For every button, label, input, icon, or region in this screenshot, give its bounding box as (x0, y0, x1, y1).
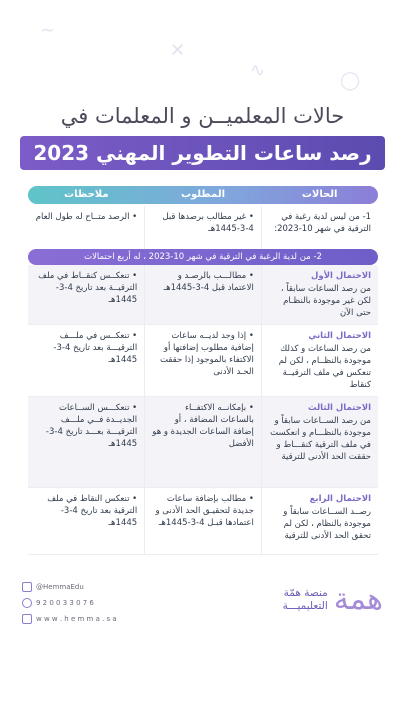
brand-name (283, 587, 328, 613)
table-probabilities (28, 265, 378, 555)
cell-notes: • الرصد متــاح له طول العام (28, 206, 145, 253)
case-text: من رصد الساعات و كذلك موجودة بالنظــام ، لكن لم تنعكس في ملف الترقيــة كنقاط (278, 344, 371, 390)
case-title: الاحتمال الثاني (308, 331, 371, 341)
table-row (28, 265, 378, 325)
case-title: الاحتمال الأول (311, 271, 371, 281)
case-text: من رصد الساعات سابقاً ، لكن غير موجودة بالنظـام حتى الآن (280, 284, 371, 318)
cell-case (261, 397, 378, 488)
contact-info (22, 582, 117, 630)
brand-line-1: منصة همّة (283, 587, 328, 599)
title-banner: رصد ساعات التطوير المهني 2023 (20, 136, 385, 170)
header-cases: الحالات (301, 189, 338, 200)
cell-case (261, 325, 378, 397)
header-notes: ملاحظات (64, 189, 109, 200)
decor-glyph: ◯ (340, 70, 361, 91)
table-row (28, 488, 378, 555)
social-row (22, 582, 117, 592)
title-line-1: حالات المعلميــن و المعلمات في (60, 104, 345, 128)
cell-notes: • تنعكــس في ملـــف الترقيـــة بعد تاريخ 4-3-1445هـ (28, 325, 145, 397)
cell-notes: • تنعكس النقاط في ملف الترقية بعد تاريخ 4-3-1445هـ (28, 488, 145, 555)
logo-mark-icon: همة (333, 582, 383, 617)
website-link[interactable]: w w w . h e m m a . s a (36, 615, 117, 623)
cell-case: 1- من ليس لدية رغبة في الترقية في شهر 10-2023: (261, 206, 378, 253)
website-row (22, 614, 117, 624)
cell-case (261, 488, 378, 555)
social-icons (22, 582, 32, 592)
cell-required: • مطالـــب بالرصـد و الاعتماد قبل 4-3-1445هـ (145, 265, 262, 325)
cell-required: • بإمكانــه الاكتفــاء بالساعات المضافة ، أو إضافة الساعات الجديدة و هو الأفضل (145, 397, 262, 488)
phone-number[interactable]: 9 2 0 0 3 3 0 7 6 (36, 599, 94, 607)
table-first-case (28, 206, 378, 253)
header-required: المطلوب (180, 189, 225, 200)
cell-required: • غير مطالب برصدها قبل 4-3-1445هـ (145, 206, 262, 253)
decor-glyph: ∿ (250, 60, 266, 81)
phone-row (22, 598, 117, 608)
table-row (28, 397, 378, 488)
cell-notes: • تنعكـــس الســاعات الجديــدة فــي ملـــف الترقيـــة بعـــد تاريخ 4-3-1445هـ (28, 397, 145, 488)
table-row (28, 325, 378, 397)
cell-case (261, 265, 378, 325)
case-title: الاحتمال الرابع (309, 494, 371, 504)
section-2-banner: 2- من لدية الرغبة في الترقية في شهر 10-2023 ، له أربع احتمالات (28, 249, 378, 265)
cell-required: • مطالب بإضافة ساعات جديدة لتحقيـق الحد الأدنى و اعتمادها قبـل 4-3-1445هـ (145, 488, 262, 555)
social-handle[interactable]: @HemmaEdu (36, 583, 84, 591)
brand-logo (282, 582, 383, 617)
brand-line-2: التعليميـــة (282, 600, 328, 612)
case-title: الاحتمال الثالث (307, 403, 371, 413)
cell-notes: • تنعكــس كنقــاط في ملف الترقيــة بعد تاريخ 4-3-1445هـ (28, 265, 145, 325)
phone-icon (22, 598, 32, 608)
case-text: رصــد الســاعات سابقاً و موجودة بالنظام ، لكن لم تحقق الحد الأدنى للترقية (283, 507, 371, 541)
case-text: من رصد الســاعات سابقاً و موجودة بالنظـــام و انعكست في ملف الترقية كنقـــاط و حققت الحد الأدنى للترقية (270, 416, 371, 462)
cell-required: • إذا وجد لديــه ساعات إضافية مطلوب إضافتها أو الاكتفاء بالموجود إذا حققت الحـد الأدنى (145, 325, 262, 397)
globe-icon (22, 614, 32, 624)
decor-glyph: ∼ (40, 20, 56, 41)
table-header (28, 186, 378, 204)
decor-glyph: ✕ (170, 40, 186, 61)
table-row (28, 206, 378, 253)
